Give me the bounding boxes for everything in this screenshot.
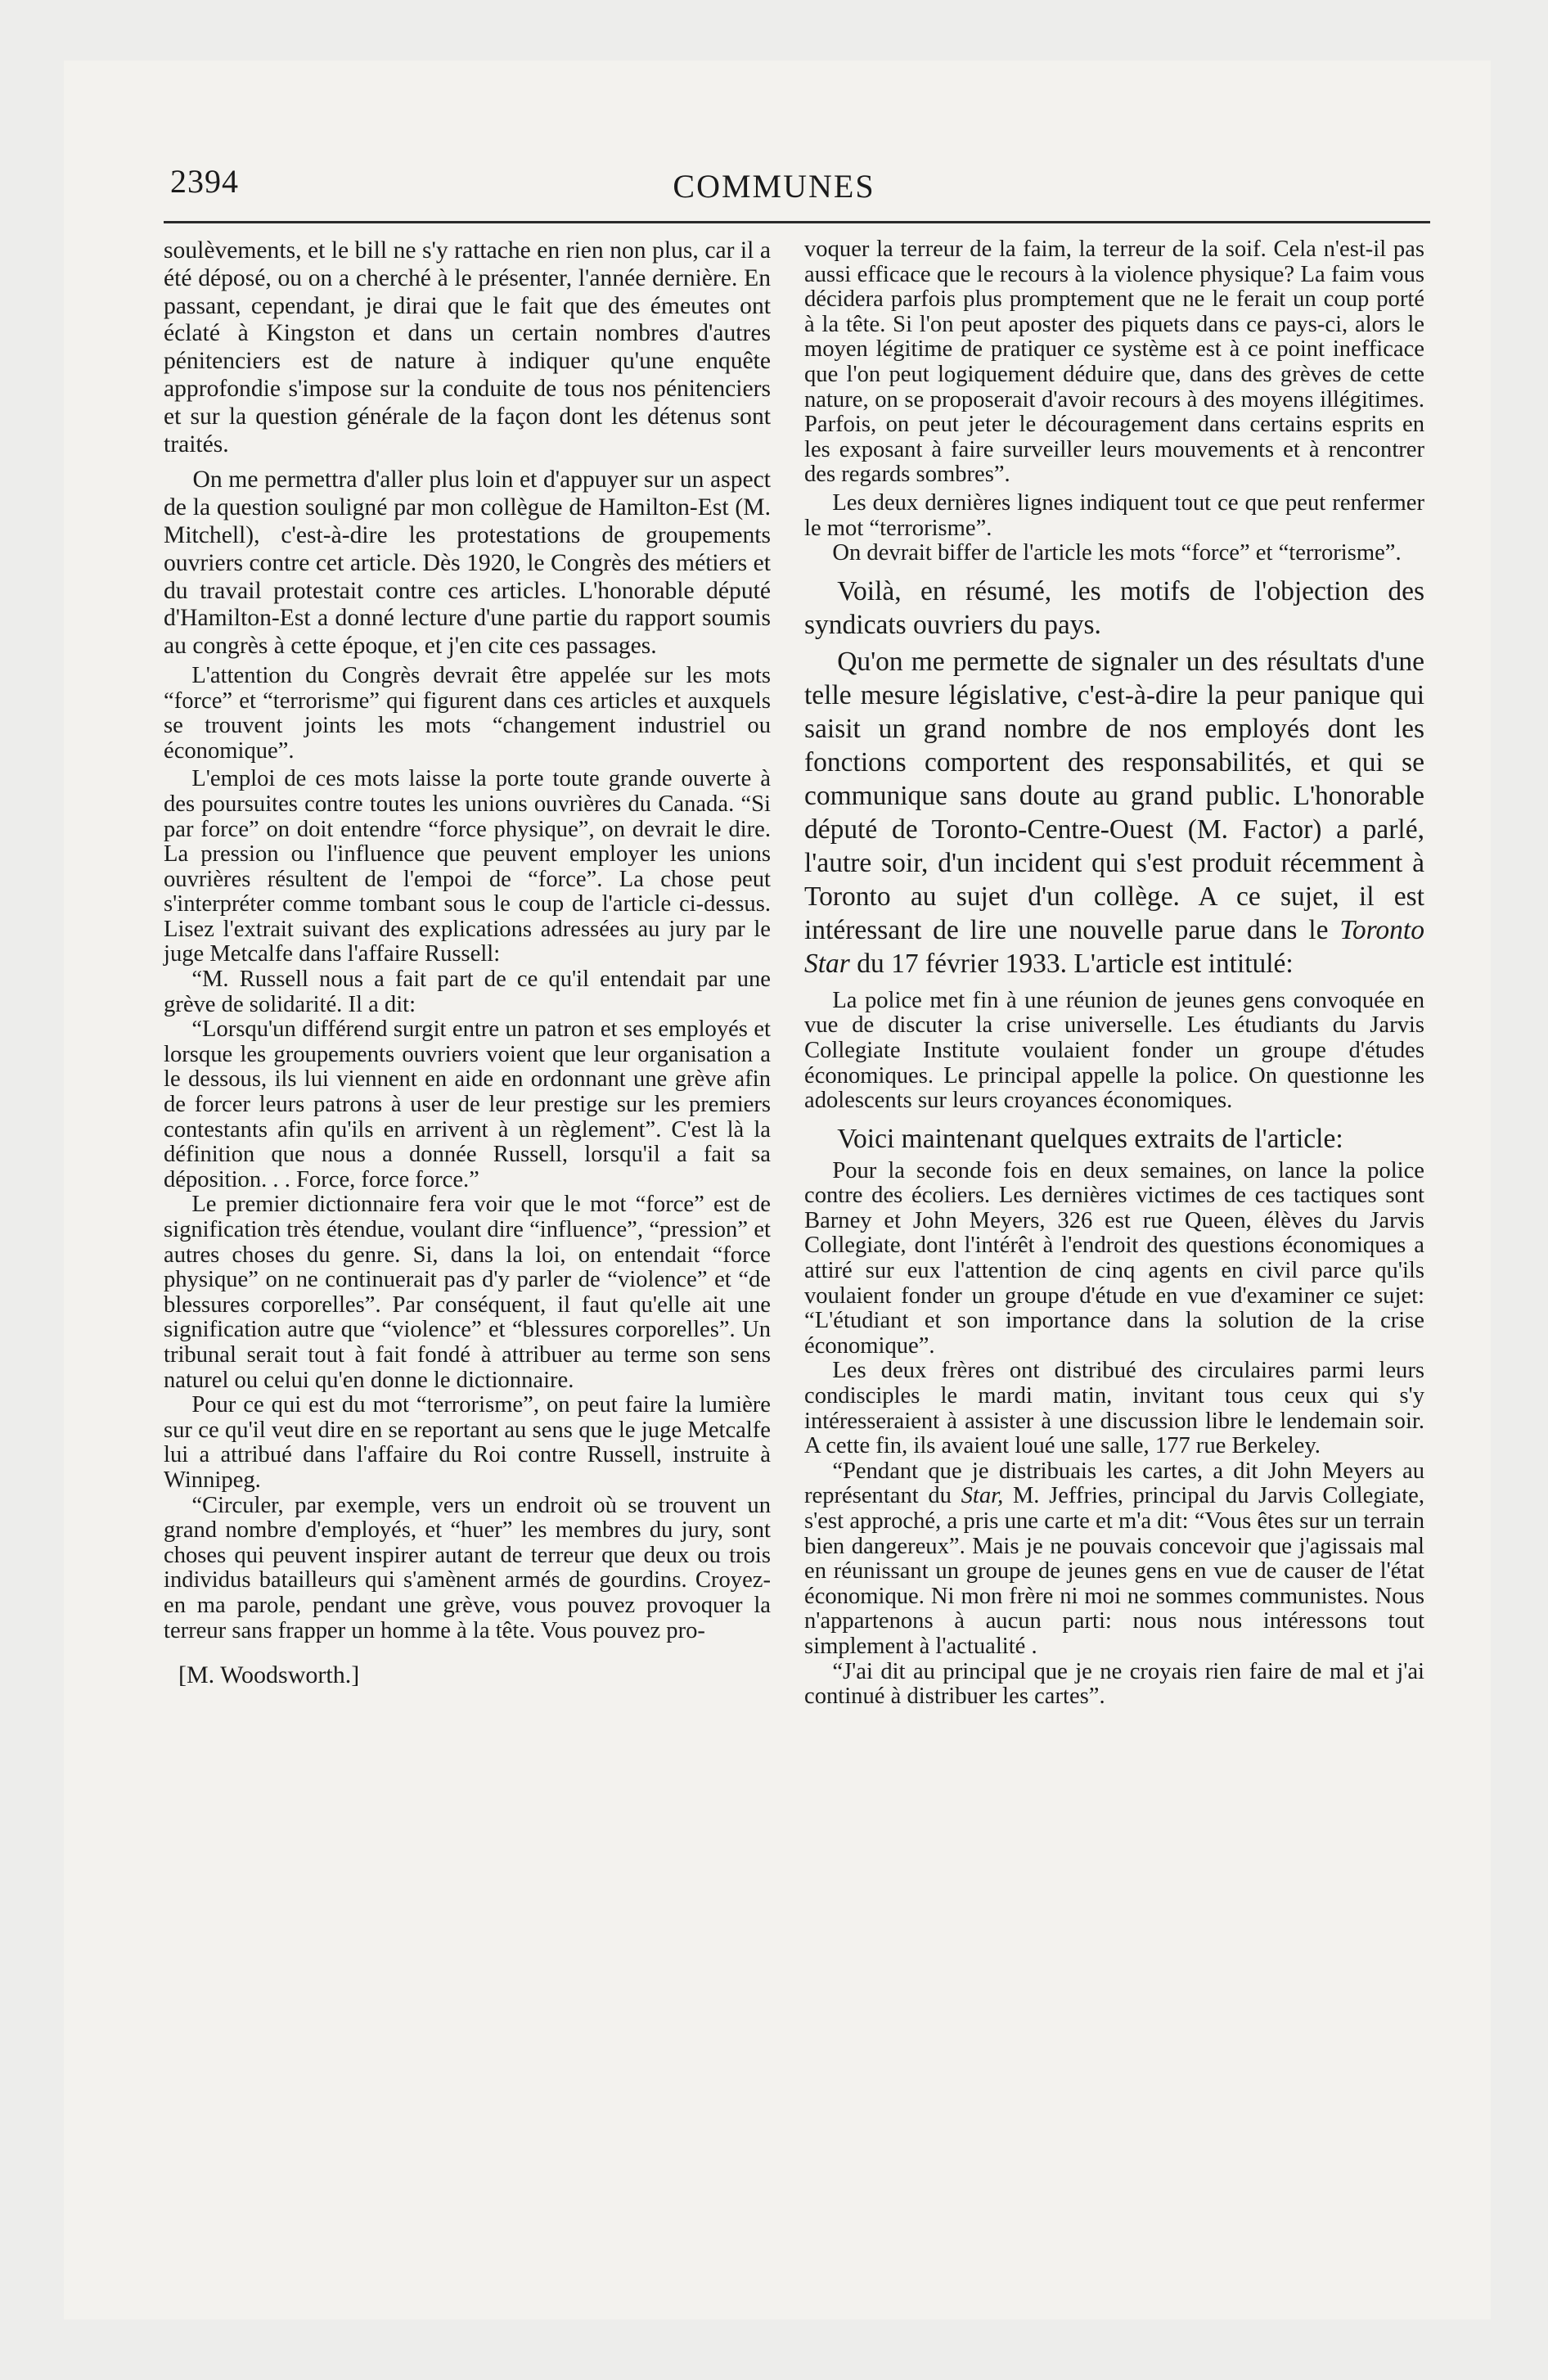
paragraph: soulèvements, et le bill ne s'y rattache en rien non plus, car il a été déposé, ou on a cherché à le présenter, l'année dernière. En passant, cependant, je dirai que le fait que des émeutes ont éclaté à Kingston et dans un certain nombres d'autres pénitenciers est de nature à indiquer qu'une enquête approfondie s'impose sur la conduite de tous nos pénitenciers et sur la question générale de la façon dont les détenus sont traités. bbox=[164, 237, 771, 458]
quoted-paragraph: “Lorsqu'un différend surgit entre un patron et ses employés et lorsque les groupements ouvriers voient que leur organisation a le dessous, ils lui viennent en aide en ordonnant une grève afin de forcer leurs patrons à user de leur prestige sur les premiers contestants afin qu'ils en arrivent à un règlement”. C'est là la définition que nous a donnée Russell, lorsqu'il a fait sa déposition. . . Force, force force.” bbox=[164, 1016, 771, 1192]
quoted-paragraph: “M. Russell nous a fait part de ce qu'il entendait par une grève de solidarité. Il a dit: bbox=[164, 967, 771, 1017]
quoted-paragraph: Les deux dernières lignes indiquent tout ce que peut renfermer le mot “terrorisme”. bbox=[804, 489, 1424, 541]
paragraph-text: du 17 février 1933. L'article est intitulé: bbox=[849, 948, 1294, 979]
quoted-paragraph: Pour la seconde fois en deux semaines, on lance la police contre des écoliers. Les dernières victimes de ces tactiques sont Barney et John Meyers, 326 est rue Queen, élèves du Jarvis Collegiate, dont l'intérêt à l'endroit des questions économiques a attiré sur eux l'attention de cinq agents en civil parce qu'ils voulaient fonder un groupe d'étude en vue d'examiner ce sujet: “L'étudiant et son importance dans la solution de la crise économique”. bbox=[804, 1157, 1424, 1359]
speaker-attribution: [M. Woodsworth.] bbox=[178, 1661, 360, 1689]
paragraph-text: Qu'on me permette de signaler un des résultats d'une telle mesure législative, c'est-à-dire la peur panique qui saisit un grand nombre de nos employés dont les fonctions comportent des responsabilités, et qui se communique sans doute au grand public. L'honorable député de Toronto-Centre-Ouest (M. Factor) a parlé, l'autre soir, d'un incident qui s'est produit récemment à Toronto au sujet d'un collège. A ce sujet, il est intéressant de lire une nouvelle parue dans le bbox=[804, 646, 1424, 945]
quoted-paragraph: “J'ai dit au principal que je ne croyais rien faire de mal et j'ai continué à distribuer les cartes”. bbox=[804, 1658, 1424, 1710]
quoted-paragraph: L'attention du Congrès devrait être appelée sur les mots “force” et “terrorisme” qui figurent dans ces articles et auxquels se trouvent joints les mots “changement industriel ou économique”. bbox=[164, 662, 771, 764]
quoted-paragraph: voquer la terreur de la faim, la terreur de la soif. Cela n'est-il pas aussi efficace que le recours à la violence physique? La faim vous décidera parfois plus promptement que ne le ferait un coup porté à la tête. Si l'on peut aposter des piquets dans ce pays-ci, alors le moyen légitime de pratiquer ce système est à ce point inefficace que l'on peut logiquement déduire que, dans des grèves de cette nature, on se proposerait d'avoir recours à des moyens illégitimes. Parfois, on peut jeter le découragement dans certains esprits en les exposant à faire surveiller leurs mouvements et à rencontrer des regards sombres”. bbox=[804, 237, 1424, 488]
header-rule bbox=[164, 221, 1430, 223]
newspaper-title: Star, bbox=[961, 1483, 1004, 1509]
left-column bbox=[164, 237, 771, 1689]
quoted-paragraph: “Circuler, par exemple, vers un endroit où se trouvent un grand nombre d'employés, et “huer” les membres du jury, sont choses qui peuvent inspirer autant de terreur que deux ou trois individus batailleurs qui s'amènent armés de gourdins. Croyez-en ma parole, pendant une grève, vous pouvez provoquer la terreur sans frapper un homme à la tête. Vous pouvez pro- bbox=[164, 1492, 771, 1643]
paragraph: Voilà, en résumé, les motifs de l'objection des syndicats ouvriers du pays. bbox=[804, 575, 1424, 640]
paragraph: On me permettra d'aller plus loin et d'appuyer sur un aspect de la question souligné par mon collègue de Hamilton-Est (M. Mitchell), c'est-à-dire les protestations de groupements ouvriers contre cet article. Dès 1920, le Congrès des métiers et du travail protestait contre ces articles. L'honorable député d'Hamilton-Est a donné lecture d'une partie du rapport soumis au congrès à cette époque, et j'en cite ces passages. bbox=[164, 467, 771, 660]
paragraph-text: M. Jeffries, principal du Jarvis Collegiate, s'est approché, a pris une carte et m'a dit: “Vous êtes sur un terrain bien dangereux”. Mais je ne pouvais concevoir que j'agissais mal en réunissant un groupe de jeunes gens en vue de causer de l'état économique. Ni mon frère ni moi ne sommes communistes. Nous n'appartenons à aucun parti: nous nous intéressons tout simplement à l'actualité . bbox=[804, 1483, 1425, 1659]
quoted-paragraph: On devrait biffer de l'article les mots “force” et “terrorisme”. bbox=[832, 540, 1402, 566]
quoted-paragraph: Pour ce qui est du mot “terrorisme”, on peut faire la lumière sur ce qu'il veut dire en se reportant au sens que le juge Metcalfe lui a attribué dans l'affaire du Roi contre Russell, instruite à Winnipeg. bbox=[164, 1392, 771, 1493]
running-head: COMMUNES bbox=[673, 168, 875, 205]
quoted-paragraph: La police met fin à une réunion de jeunes gens convoquée en vue de discuter la crise universelle. Les étudiants du Jarvis Collegiate Institute voulaient fonder un groupe d'études économiques. Le principal appelle la police. On questionne les adolescents sur leurs croyances économiques. bbox=[804, 987, 1424, 1114]
paragraph: Voici maintenant quelques extraits de l'article: bbox=[837, 1123, 1343, 1154]
newspaper-title: Toronto Star bbox=[804, 914, 1424, 979]
quoted-paragraph: Le premier dictionnaire fera voir que le mot “force” est de signification très étendue, voulant dire “influence”, “pression” et autres choses du genre. Si, dans la loi, on entendait “force physique” on ne continuerait pas d'y parler de “violence” et “de blessures corporelles”. Par conséquent, il faut qu'elle ait une signification autre que “violence” et “blessures corporelles”. Un tribunal serait tout à fait fondé à attribuer au terme son sens naturel ou celui qu'en donne le dictionnaire. bbox=[164, 1192, 771, 1393]
quoted-paragraph: L'emploi de ces mots laisse la porte toute grande ouverte à des poursuites contre toutes les unions ouvrières du Canada. “Si par force” on doit entendre “force physique”, on devrait le dire. La pression ou l'influence que peuvent employer les unions ouvrières résultent de l'empoi de “force”. La chose peut s'interpréter comme tombant sous le coup de l'article ci-dessus. Lisez l'extrait suivant des explications adressées au jury par le juge Metcalfe dans l'affaire Russell: bbox=[164, 766, 771, 967]
paragraph bbox=[804, 645, 1424, 980]
paragraph-text: “Pendant que je distribuais les cartes, a dit John Meyers au représentant du bbox=[804, 1458, 1424, 1509]
page-number: 2394 bbox=[170, 163, 239, 200]
right-column bbox=[804, 237, 1424, 1710]
quoted-paragraph: Les deux frères ont distribué des circulaires parmi leurs condisciples le mardi matin, invitant tous ceux qui s'y intéresseraient à assister à une discussion libre le lendemain soir. A cette fin, ils avaient loué une salle, 177 rue Berkeley. bbox=[804, 1358, 1424, 1459]
quoted-paragraph bbox=[804, 1459, 1424, 1660]
